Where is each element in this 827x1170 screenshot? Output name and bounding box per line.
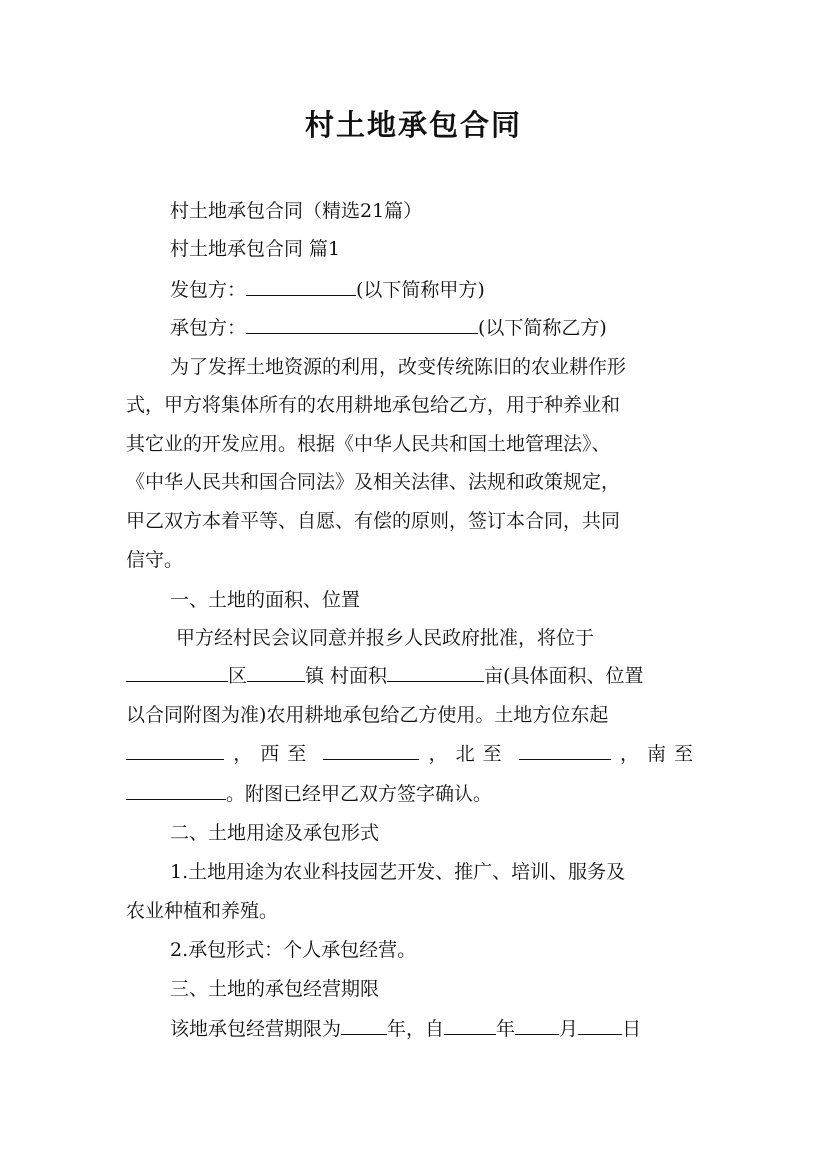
map-confirm-text: 。附图已经甲乙双方签字确认。 — [226, 783, 493, 805]
west-blank — [323, 741, 419, 760]
term-label: 该地承包经营期限为 — [170, 1018, 342, 1040]
intro-line: 《中华人民共和国合同法》及相关法律、法规和政策规定， — [126, 471, 621, 493]
party-b-label: 承包方： — [170, 317, 247, 339]
document-title: 村土地承包合同 — [304, 108, 522, 142]
from-label: 年，自 — [387, 1018, 445, 1040]
intro-line: 甲乙双方本着平等、自愿、有偿的原则，签订本合同，共同 — [126, 510, 621, 532]
section-2-heading: 二、土地用途及承包形式 — [170, 822, 380, 844]
chapter-heading: 村土地承包合同 篇1 — [170, 238, 341, 260]
party-b-blank — [246, 315, 478, 334]
section-1-paragraph-line: 甲方经村民会议同意并报乡人民政府批准，将位于 — [176, 627, 595, 649]
area-blank — [387, 663, 484, 682]
west-label: ，西至 — [233, 743, 315, 765]
district-blank — [126, 663, 228, 682]
east-blank — [126, 741, 224, 760]
party-b-line — [170, 315, 607, 341]
south-blank — [126, 781, 226, 800]
intro-line: 信守。 — [126, 549, 184, 571]
party-a-suffix: (以下简称甲方) — [356, 279, 485, 301]
section-1-heading: 一、土地的面积、位置 — [170, 589, 361, 611]
party-a-label: 发包方： — [170, 279, 247, 301]
party-a-blank — [246, 277, 356, 296]
year-label: 年 — [496, 1018, 516, 1040]
start-day-blank — [578, 1016, 622, 1035]
intro-line: 其它业的开发应用。根据《中华人民共和国土地管理法》、 — [126, 433, 611, 455]
intro-line: 为了发挥土地资源的利用，改变传统陈旧的农业耕作形 — [170, 356, 627, 378]
section-1-paragraph-line: 以合同附图为准)农用耕地承包给乙方使用。土地方位东起 — [126, 704, 609, 726]
intro-line: 式，甲方将集体所有的农用耕地承包给乙方，用于种养业和 — [126, 394, 621, 416]
party-b-suffix: (以下简称乙方) — [478, 317, 607, 339]
start-year-blank — [444, 1016, 496, 1035]
party-a-line — [170, 277, 485, 303]
section-1-paragraph-line — [126, 663, 701, 689]
town-area-label: 镇 村面积 — [305, 665, 388, 687]
years-blank — [341, 1016, 387, 1035]
document-subtitle: 村土地承包合同（精选21篇） — [170, 200, 423, 222]
north-blank — [519, 741, 611, 760]
day-label: 日 — [622, 1018, 642, 1040]
section-3-term-line — [170, 1016, 641, 1042]
section-2-item: 2.承包形式：个人承包经营。 — [170, 939, 417, 961]
section-3-heading: 三、土地的承包经营期限 — [170, 978, 380, 1000]
south-label: ，南至 — [619, 743, 701, 765]
section-1-paragraph-line — [126, 781, 701, 807]
north-label: ，北至 — [428, 743, 510, 765]
section-2-item: 农业种植和养殖。 — [126, 900, 279, 922]
month-label: 月 — [559, 1018, 579, 1040]
section-2-item: 1.土地用途为农业科技园艺开发、推广、培训、服务及 — [170, 861, 626, 883]
district-label: 区 — [228, 665, 248, 687]
start-month-blank — [515, 1016, 559, 1035]
town-blank — [247, 663, 305, 682]
section-1-boundaries-line — [126, 741, 701, 767]
area-unit-label: 亩(具体面积、位置 — [484, 665, 644, 687]
